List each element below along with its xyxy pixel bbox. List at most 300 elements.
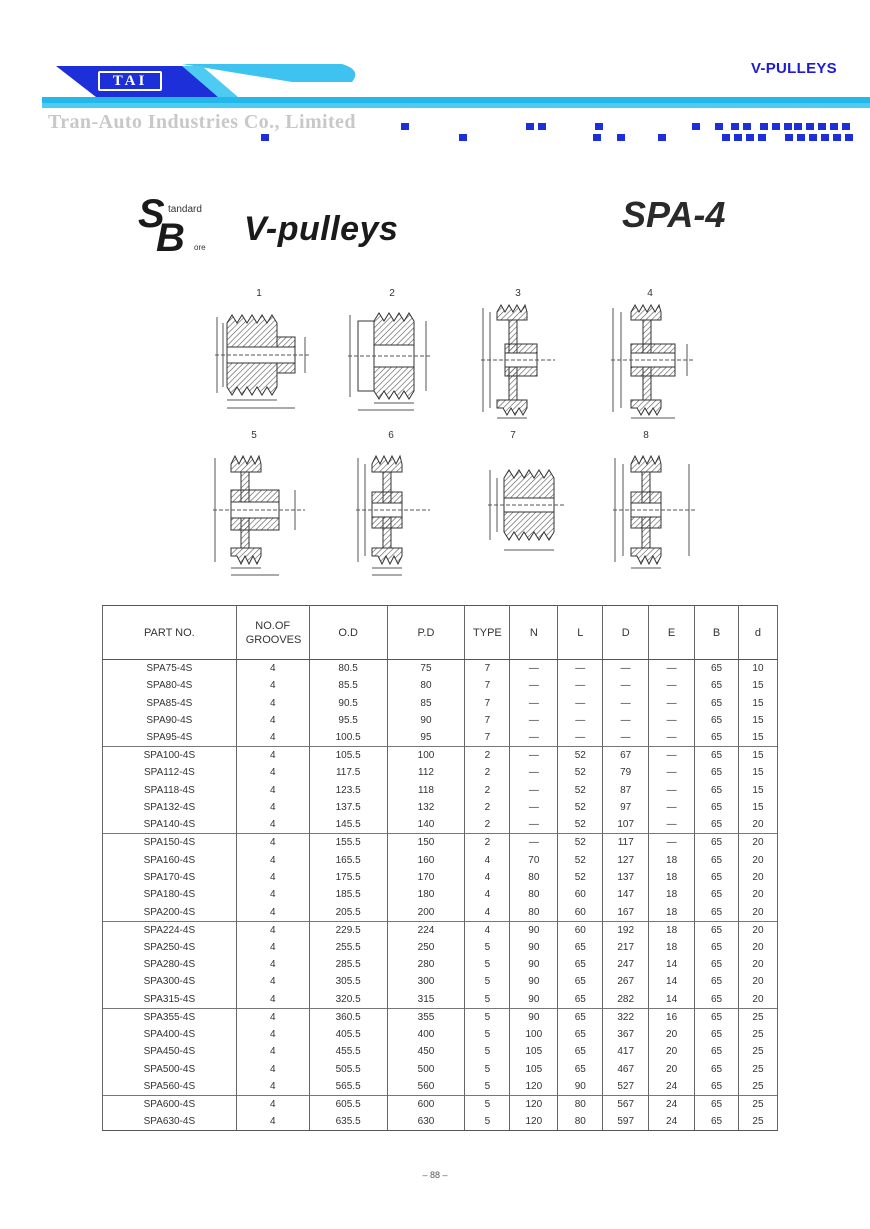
table-cell: 107 <box>603 816 649 834</box>
table-row <box>103 747 778 765</box>
table-cell: 217 <box>603 939 649 956</box>
table-cell: 90 <box>387 712 465 729</box>
table-cell: — <box>649 816 695 834</box>
table-cell: 4 <box>236 660 309 678</box>
table-cell: 52 <box>558 764 603 781</box>
table-cell: 120 <box>510 1078 558 1096</box>
table-cell: 20 <box>738 973 777 990</box>
diagram-label-5: 5 <box>251 430 257 441</box>
table-cell: 20 <box>649 1043 695 1060</box>
series-title: SPA-4 <box>622 194 726 235</box>
table-cell: 90.5 <box>309 694 387 711</box>
table-cell: 4 <box>236 904 309 922</box>
table-cell: 5 <box>465 1078 510 1096</box>
part-number-cell: SPA630-4S <box>103 1113 237 1131</box>
table-cell: 150 <box>387 834 465 852</box>
table-cell: — <box>603 712 649 729</box>
table-row <box>103 729 778 747</box>
table-cell: 117 <box>603 834 649 852</box>
table-cell: 20 <box>738 816 777 834</box>
table-cell: 247 <box>603 956 649 973</box>
col-header: D <box>603 606 649 660</box>
table-cell: 4 <box>236 1095 309 1113</box>
table-cell: 20 <box>738 851 777 868</box>
table-header-row <box>103 606 778 660</box>
table-cell: 7 <box>465 729 510 747</box>
table-cell: 567 <box>603 1095 649 1113</box>
table-cell: 70 <box>510 851 558 868</box>
table-cell: 24 <box>649 1095 695 1113</box>
table-cell: 145.5 <box>309 816 387 834</box>
table-cell: 60 <box>558 886 603 903</box>
tai-logo <box>98 71 162 91</box>
table-cell: 4 <box>236 764 309 781</box>
table-cell: — <box>510 764 558 781</box>
table-cell: 320.5 <box>309 991 387 1009</box>
table-row <box>103 1043 778 1060</box>
part-number-cell: SPA112-4S <box>103 764 237 781</box>
sb-logo <box>138 192 218 260</box>
table-cell: 10 <box>738 660 777 678</box>
table-cell: 65 <box>695 904 739 922</box>
table-cell: 255.5 <box>309 939 387 956</box>
part-number-cell: SPA95-4S <box>103 729 237 747</box>
table-cell: 4 <box>465 886 510 903</box>
table-cell: 14 <box>649 991 695 1009</box>
table-cell: 90 <box>510 956 558 973</box>
header-band <box>42 64 870 108</box>
table-row <box>103 834 778 852</box>
table-cell: 165.5 <box>309 851 387 868</box>
table-cell: 52 <box>558 851 603 868</box>
part-number-cell: SPA150-4S <box>103 834 237 852</box>
table-cell: 170 <box>387 869 465 886</box>
part-number-cell: SPA600-4S <box>103 1095 237 1113</box>
table-cell: — <box>510 782 558 799</box>
table-cell: 18 <box>649 851 695 868</box>
table-cell: 147 <box>603 886 649 903</box>
table-cell: 120 <box>510 1113 558 1131</box>
table-cell: 4 <box>236 799 309 816</box>
table-cell: 560 <box>387 1078 465 1096</box>
col-header-text: NO.OF GROOVES <box>245 619 302 646</box>
col-header: L <box>558 606 603 660</box>
product-title: V-pulleys <box>244 210 399 248</box>
table-cell: 18 <box>649 886 695 903</box>
col-header: P.D <box>387 606 465 660</box>
table-cell: 7 <box>465 712 510 729</box>
table-cell: 2 <box>465 747 510 765</box>
table-row <box>103 1113 778 1131</box>
table-cell: 4 <box>236 677 309 694</box>
table-cell: — <box>649 782 695 799</box>
table-cell: 137 <box>603 869 649 886</box>
table-cell: 80 <box>558 1095 603 1113</box>
table-cell: 205.5 <box>309 904 387 922</box>
table-cell: 65 <box>695 694 739 711</box>
sb-logo-s: S <box>138 192 165 236</box>
table-cell: 300 <box>387 973 465 990</box>
table-cell: 25 <box>738 1113 777 1131</box>
table-cell: 65 <box>695 851 739 868</box>
table-cell: 4 <box>465 851 510 868</box>
table-cell: 4 <box>236 1078 309 1096</box>
table-cell: 4 <box>236 747 309 765</box>
table-cell: 52 <box>558 869 603 886</box>
table-cell: 597 <box>603 1113 649 1131</box>
table-cell: 132 <box>387 799 465 816</box>
table-cell: 65 <box>695 1113 739 1131</box>
table-cell: 90 <box>510 921 558 939</box>
table-cell: 167 <box>603 904 649 922</box>
table-cell: 605.5 <box>309 1095 387 1113</box>
col-header: E <box>649 606 695 660</box>
table-cell: — <box>510 694 558 711</box>
table-cell: 24 <box>649 1078 695 1096</box>
table-cell: 4 <box>236 1113 309 1131</box>
part-number-cell: SPA100-4S <box>103 747 237 765</box>
table-cell: 500 <box>387 1060 465 1077</box>
table-row <box>103 904 778 922</box>
table-cell: 2 <box>465 782 510 799</box>
company-name: Tran-Auto Industries Co., Limited <box>48 111 356 133</box>
table-cell: 65 <box>695 1060 739 1077</box>
table-cell: — <box>510 677 558 694</box>
table-cell: 65 <box>558 1008 603 1026</box>
table-cell: 65 <box>695 1026 739 1043</box>
table-cell: 15 <box>738 677 777 694</box>
part-number-cell: SPA80-4S <box>103 677 237 694</box>
part-number-cell: SPA160-4S <box>103 851 237 868</box>
table-cell: — <box>649 660 695 678</box>
table-row <box>103 782 778 799</box>
part-number-cell: SPA118-4S <box>103 782 237 799</box>
table-cell: — <box>510 712 558 729</box>
table-cell: 65 <box>695 886 739 903</box>
table-cell: 4 <box>236 921 309 939</box>
table-cell: 15 <box>738 694 777 711</box>
table-cell: 180 <box>387 886 465 903</box>
table-cell: 65 <box>695 782 739 799</box>
table-cell: 65 <box>695 834 739 852</box>
pulley-type-3-icon <box>475 300 560 425</box>
table-cell: 14 <box>649 973 695 990</box>
table-cell: 25 <box>738 1060 777 1077</box>
col-header <box>236 606 309 660</box>
pulley-type-7-icon <box>480 460 570 560</box>
table-cell: 18 <box>649 921 695 939</box>
part-number-cell: SPA132-4S <box>103 799 237 816</box>
table-cell: — <box>510 816 558 834</box>
table-cell: 15 <box>738 729 777 747</box>
part-number-cell: SPA85-4S <box>103 694 237 711</box>
table-cell: 4 <box>236 956 309 973</box>
part-number-cell: SPA200-4S <box>103 904 237 922</box>
table-cell: 322 <box>603 1008 649 1026</box>
table-cell: 52 <box>558 782 603 799</box>
table-cell: 65 <box>695 991 739 1009</box>
part-number-cell: SPA355-4S <box>103 1008 237 1026</box>
part-number-cell: SPA560-4S <box>103 1078 237 1096</box>
table-cell: 4 <box>236 869 309 886</box>
page-number: – 88 – <box>422 1170 448 1180</box>
table-cell: 7 <box>465 677 510 694</box>
table-cell: — <box>603 677 649 694</box>
table-row <box>103 973 778 990</box>
table-cell: 15 <box>738 764 777 781</box>
table-cell: — <box>510 747 558 765</box>
table-cell: 7 <box>465 660 510 678</box>
col-header: d <box>738 606 777 660</box>
table-cell: 280 <box>387 956 465 973</box>
pulley-type-8-icon <box>605 450 700 580</box>
table-cell: 15 <box>738 799 777 816</box>
table-cell: 75 <box>387 660 465 678</box>
table-row <box>103 851 778 868</box>
table-cell: — <box>649 712 695 729</box>
table-cell: 67 <box>603 747 649 765</box>
table-cell: 450 <box>387 1043 465 1060</box>
table-cell: 65 <box>558 1043 603 1060</box>
table-cell: 18 <box>649 939 695 956</box>
table-row <box>103 1026 778 1043</box>
table-cell: 90 <box>510 939 558 956</box>
table-cell: 65 <box>695 973 739 990</box>
table-cell: 105 <box>510 1060 558 1077</box>
table-cell: 565.5 <box>309 1078 387 1096</box>
table-cell: 355 <box>387 1008 465 1026</box>
table-cell: 65 <box>695 939 739 956</box>
table-cell: 25 <box>738 1078 777 1096</box>
table-cell: 229.5 <box>309 921 387 939</box>
table-cell: 4 <box>236 729 309 747</box>
diagram-label-1: 1 <box>256 288 262 299</box>
table-cell: 4 <box>236 939 309 956</box>
table-cell: 65 <box>695 712 739 729</box>
part-number-cell: SPA170-4S <box>103 869 237 886</box>
tai-logo-text: TAI <box>112 72 148 89</box>
table-cell: 20 <box>738 904 777 922</box>
table-cell: — <box>649 834 695 852</box>
diagram-label-2: 2 <box>389 288 395 299</box>
table-cell: 52 <box>558 834 603 852</box>
table-cell: 25 <box>738 1008 777 1026</box>
table-cell: 282 <box>603 991 649 1009</box>
table-cell: — <box>558 729 603 747</box>
table-cell: 185.5 <box>309 886 387 903</box>
table-cell: 112 <box>387 764 465 781</box>
table-cell: 65 <box>558 1026 603 1043</box>
table-cell: 7 <box>465 694 510 711</box>
diagram-label-4: 4 <box>647 288 653 299</box>
table-cell: 65 <box>695 747 739 765</box>
table-cell: 527 <box>603 1078 649 1096</box>
table-cell: 65 <box>695 1008 739 1026</box>
table-cell: 400 <box>387 1026 465 1043</box>
spec-table <box>102 605 778 1131</box>
table-row <box>103 1078 778 1096</box>
table-cell: — <box>649 799 695 816</box>
table-cell: 200 <box>387 904 465 922</box>
part-number-cell: SPA75-4S <box>103 660 237 678</box>
pulley-type-6-icon <box>350 450 435 580</box>
table-cell: 4 <box>236 1008 309 1026</box>
table-row <box>103 1060 778 1077</box>
pulley-type-1-icon <box>205 305 320 415</box>
table-cell: 305.5 <box>309 973 387 990</box>
table-cell: 20 <box>649 1026 695 1043</box>
table-cell: 80 <box>558 1113 603 1131</box>
table-row <box>103 1095 778 1113</box>
table-cell: 20 <box>738 886 777 903</box>
table-cell: 4 <box>236 1043 309 1060</box>
table-cell: 4 <box>236 973 309 990</box>
table-cell: 52 <box>558 799 603 816</box>
table-cell: 140 <box>387 816 465 834</box>
table-cell: 224 <box>387 921 465 939</box>
table-cell: 65 <box>558 956 603 973</box>
table-row <box>103 816 778 834</box>
table-cell: 52 <box>558 747 603 765</box>
table-cell: 4 <box>236 1026 309 1043</box>
table-cell: 405.5 <box>309 1026 387 1043</box>
table-cell: 100.5 <box>309 729 387 747</box>
table-cell: 14 <box>649 956 695 973</box>
col-header: B <box>695 606 739 660</box>
table-cell: 5 <box>465 1008 510 1026</box>
table-cell: 90 <box>558 1078 603 1096</box>
table-cell: 18 <box>649 904 695 922</box>
table-cell: 90 <box>510 991 558 1009</box>
table-cell: 80.5 <box>309 660 387 678</box>
table-cell: 5 <box>465 991 510 1009</box>
table-cell: 4 <box>236 782 309 799</box>
table-cell: — <box>603 660 649 678</box>
table-cell: 65 <box>558 1060 603 1077</box>
col-header: TYPE <box>465 606 510 660</box>
part-number-cell: SPA300-4S <box>103 973 237 990</box>
table-row <box>103 677 778 694</box>
table-cell: 5 <box>465 1043 510 1060</box>
table-cell: 20 <box>738 939 777 956</box>
table-row <box>103 869 778 886</box>
table-cell: 105.5 <box>309 747 387 765</box>
table-row <box>103 886 778 903</box>
part-number-cell: SPA250-4S <box>103 939 237 956</box>
table-cell: — <box>558 694 603 711</box>
table-cell: 97 <box>603 799 649 816</box>
table-cell: 2 <box>465 834 510 852</box>
table-cell: 65 <box>695 799 739 816</box>
sb-logo-b: B <box>156 216 185 260</box>
table-cell: 95.5 <box>309 712 387 729</box>
table-cell: 20 <box>738 991 777 1009</box>
table-row <box>103 1008 778 1026</box>
table-cell: — <box>649 677 695 694</box>
table-cell: 4 <box>236 851 309 868</box>
table-cell: — <box>649 747 695 765</box>
table-row <box>103 991 778 1009</box>
diagram-label-8: 8 <box>643 430 649 441</box>
table-cell: 24 <box>649 1113 695 1131</box>
table-row <box>103 939 778 956</box>
table-cell: — <box>649 729 695 747</box>
table-cell: 5 <box>465 1095 510 1113</box>
table-cell: 118 <box>387 782 465 799</box>
table-cell: 123.5 <box>309 782 387 799</box>
table-cell: 5 <box>465 956 510 973</box>
part-number-cell: SPA450-4S <box>103 1043 237 1060</box>
table-cell: 4 <box>236 694 309 711</box>
table-cell: 52 <box>558 816 603 834</box>
table-cell: 455.5 <box>309 1043 387 1060</box>
table-cell: — <box>510 729 558 747</box>
table-cell: 600 <box>387 1095 465 1113</box>
page-header-title: V-PULLEYS <box>750 60 837 77</box>
table-cell: 100 <box>510 1026 558 1043</box>
table-cell: 20 <box>649 1060 695 1077</box>
table-cell: 5 <box>465 973 510 990</box>
table-cell: — <box>510 834 558 852</box>
table-cell: — <box>558 660 603 678</box>
table-cell: 18 <box>649 869 695 886</box>
part-number-cell: SPA224-4S <box>103 921 237 939</box>
table-cell: 65 <box>695 956 739 973</box>
table-cell: 25 <box>738 1043 777 1060</box>
table-cell: 65 <box>695 660 739 678</box>
table-cell: 5 <box>465 1026 510 1043</box>
table-cell: 65 <box>695 729 739 747</box>
table-cell: 4 <box>465 921 510 939</box>
table-cell: 80 <box>387 677 465 694</box>
table-cell: 137.5 <box>309 799 387 816</box>
table-cell: — <box>649 764 695 781</box>
table-cell: 175.5 <box>309 869 387 886</box>
table-cell: 4 <box>236 991 309 1009</box>
table-row <box>103 712 778 729</box>
table-cell: 20 <box>738 956 777 973</box>
col-header: N <box>510 606 558 660</box>
table-cell: 160 <box>387 851 465 868</box>
table-cell: — <box>510 660 558 678</box>
table-row <box>103 764 778 781</box>
table-cell: — <box>558 712 603 729</box>
part-number-cell: SPA500-4S <box>103 1060 237 1077</box>
table-cell: 4 <box>465 869 510 886</box>
decorative-dots <box>255 120 855 144</box>
table-row <box>103 660 778 678</box>
table-cell: 4 <box>236 834 309 852</box>
table-cell: 360.5 <box>309 1008 387 1026</box>
table-cell: 630 <box>387 1113 465 1131</box>
table-cell: 85.5 <box>309 677 387 694</box>
table-cell: 4 <box>236 1060 309 1077</box>
table-cell: 65 <box>695 921 739 939</box>
table-cell: 90 <box>510 1008 558 1026</box>
table-cell: 87 <box>603 782 649 799</box>
table-cell: 4 <box>236 816 309 834</box>
pulley-type-4-icon <box>603 300 698 425</box>
diagram-label-3: 3 <box>515 288 521 299</box>
table-cell: 635.5 <box>309 1113 387 1131</box>
table-cell: 15 <box>738 782 777 799</box>
sb-logo-bore: ore <box>194 243 206 252</box>
table-row <box>103 694 778 711</box>
table-cell: — <box>649 694 695 711</box>
table-cell: 155.5 <box>309 834 387 852</box>
diagram-label-7: 7 <box>510 430 516 441</box>
part-number-cell: SPA315-4S <box>103 991 237 1009</box>
